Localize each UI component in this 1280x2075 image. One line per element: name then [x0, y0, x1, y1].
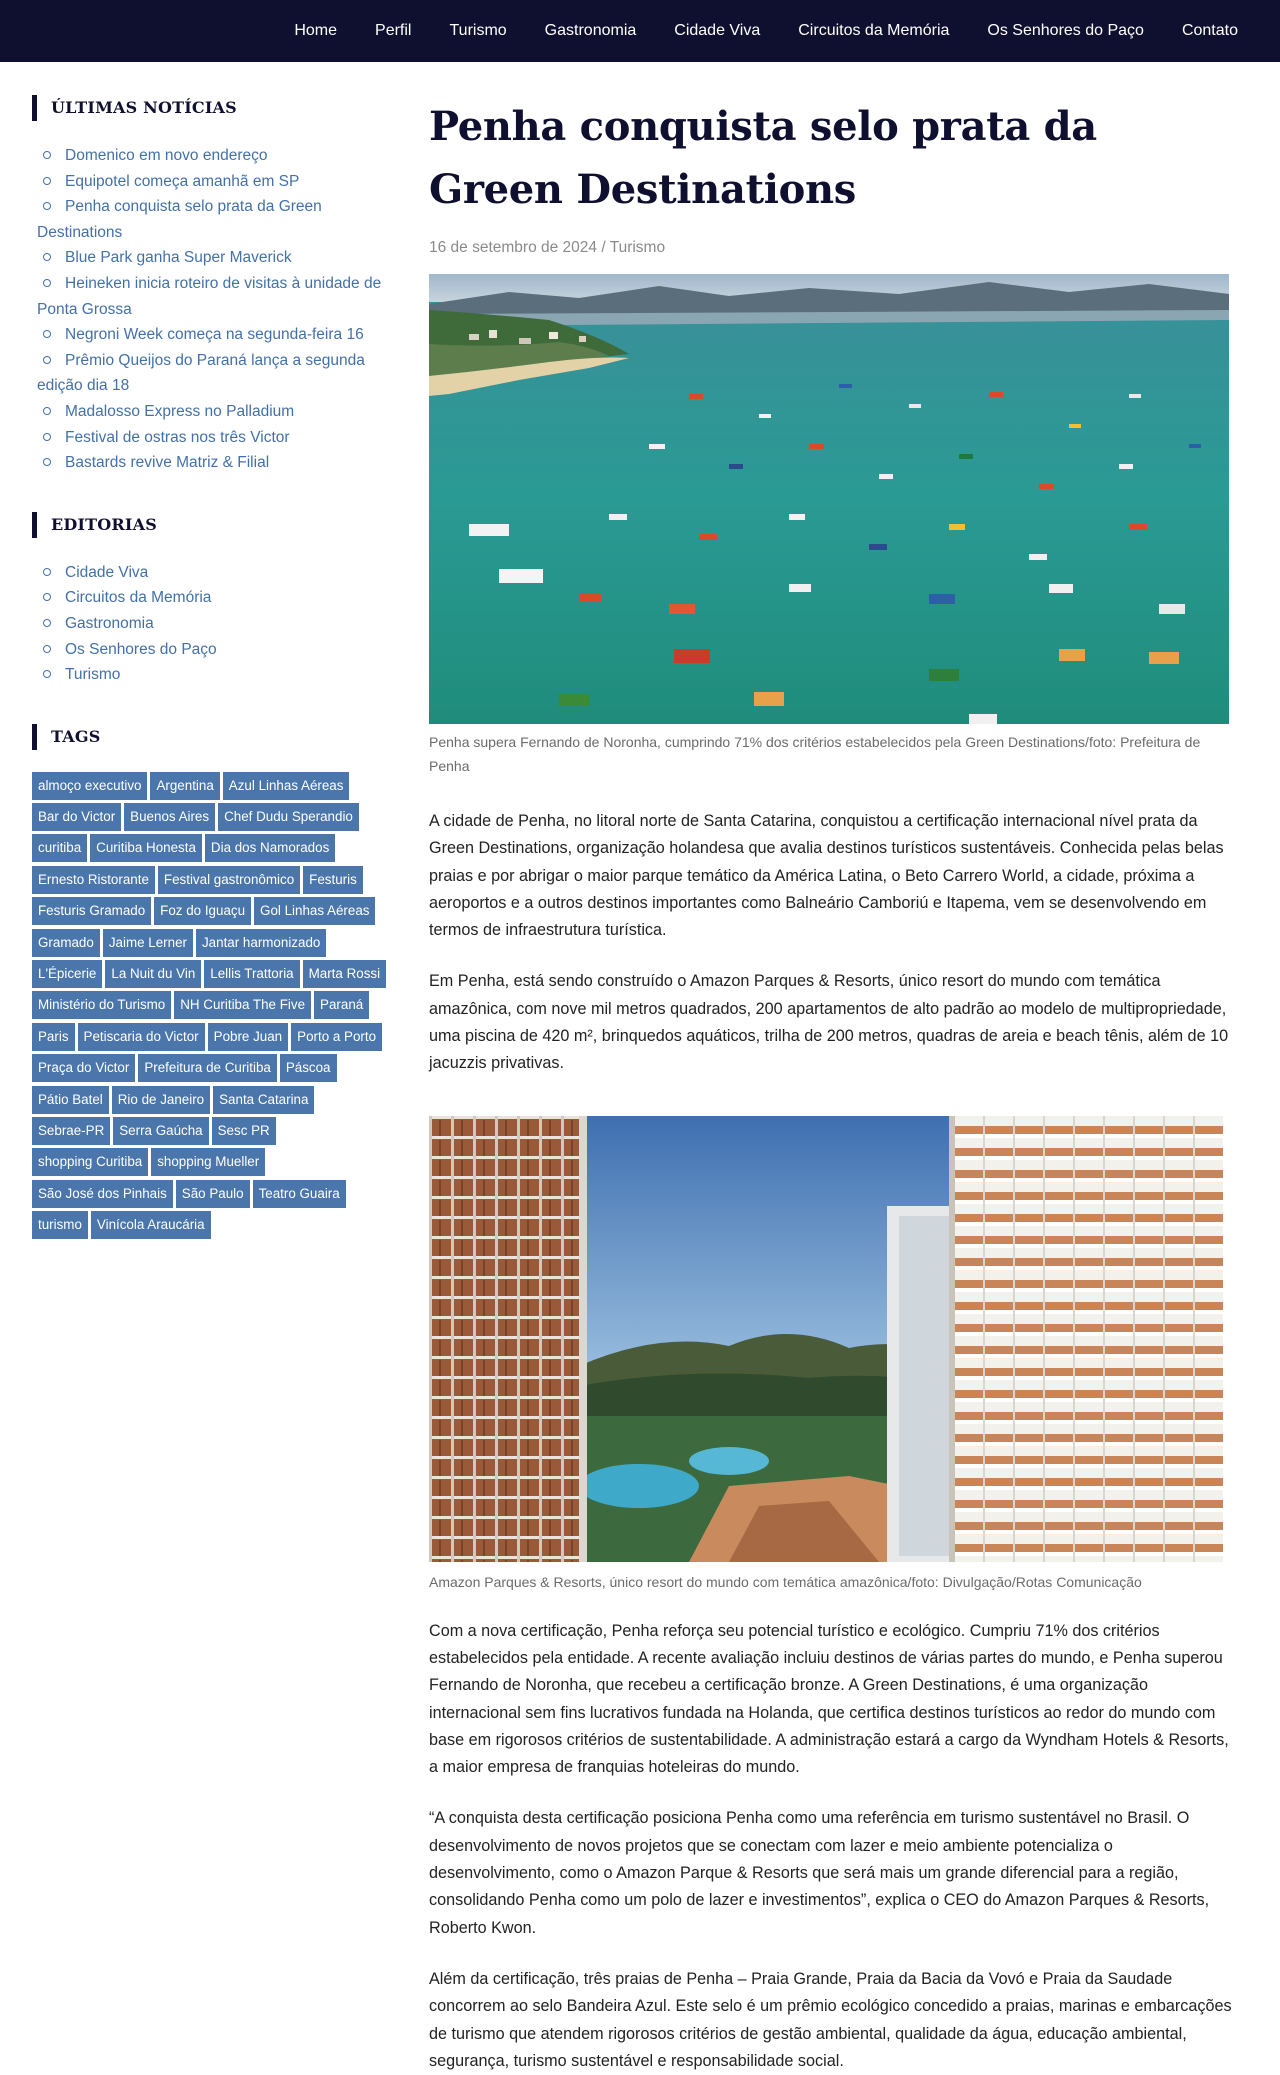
resort-render-illustration: [429, 1116, 1223, 1562]
news-link[interactable]: Penha conquista selo prata da Green Destinations: [37, 198, 322, 241]
nav-perfil[interactable]: Perfil: [375, 22, 412, 39]
top-navigation: [0, 0, 1280, 62]
tag-link[interactable]: Paraná: [314, 991, 369, 1019]
tag-link[interactable]: Jaime Lerner: [103, 929, 193, 957]
tags-widget: [32, 724, 394, 1243]
bullet-icon: [43, 407, 51, 415]
bullet-icon: [43, 670, 51, 678]
tag-link[interactable]: Teatro Guaira: [253, 1180, 346, 1208]
news-link[interactable]: Heineken inicia roteiro de visitas à unidade de Ponta Grossa: [37, 274, 382, 318]
tag-link[interactable]: Vinícola Araucária: [91, 1211, 211, 1239]
nav-home[interactable]: Home: [294, 22, 338, 39]
tag-link[interactable]: Santa Catarina: [213, 1086, 314, 1114]
tag-link[interactable]: Serra Gaúcha: [113, 1117, 208, 1145]
nav-contato[interactable]: Contato: [1181, 22, 1238, 39]
tags-title: TAGS: [32, 724, 394, 750]
bullet-icon: [43, 593, 51, 601]
bullet-icon: [43, 619, 51, 627]
bullet-icon: [43, 279, 51, 287]
tag-link[interactable]: almoço executivo: [32, 772, 147, 800]
editorias-title: EDITORIAS: [32, 512, 394, 538]
bullet-icon: [43, 177, 51, 185]
editoria-link[interactable]: Os Senhores do Paço: [32, 637, 394, 663]
bullet-icon: [43, 356, 51, 364]
article-paragraph-3: Com a nova certificação, Penha reforça seu potencial turístico e ecológico. Cumpriu 71% dos critérios estabelecidos pela entidade. A recente avaliação incluiu destinos de várias partes do mundo, e Penha superou Fernando de Noronha, que recebeu a certificação bronze. A Green Destinations, é uma organização internacional sem fins lucrativos fundada na Holanda, que certifica destinos turísticos ao redor do mundo com base em rigorosos critérios de sustentabilidade. A administração estará a cargo da Wyndham Hotels & Resorts, a maior empresa de franquias hoteleiras do mundo.: [429, 1621, 1229, 1777]
bullet-icon: [43, 433, 51, 441]
tag-link[interactable]: Argentina: [150, 772, 219, 800]
meta-separator: /: [597, 239, 610, 256]
news-link[interactable]: Prêmio Queijos do Paraná lança a segunda edição dia 18: [37, 351, 365, 395]
tag-link[interactable]: Sesc PR: [212, 1117, 276, 1145]
tag-link[interactable]: Páscoa: [280, 1054, 337, 1082]
bullet-icon: [43, 568, 51, 576]
news-link[interactable]: Madalosso Express no Palladium: [32, 399, 394, 425]
tag-link[interactable]: Prefeitura de Curitiba: [138, 1054, 277, 1082]
tag-link[interactable]: shopping Curitiba: [32, 1148, 148, 1176]
tag-cloud: [32, 772, 394, 1243]
bay-photo: [429, 274, 1229, 724]
tag-link[interactable]: Jantar harmonizado: [196, 929, 326, 957]
latest-news-widget: [32, 95, 394, 476]
editoria-link[interactable]: Cidade Viva: [32, 560, 394, 586]
nav-os-senhores-do-paco[interactable]: Os Senhores do Paço: [987, 22, 1144, 39]
bullet-icon: [43, 151, 51, 159]
tag-link[interactable]: Pátio Batel: [32, 1086, 109, 1114]
tag-link[interactable]: L'Épicerie: [32, 960, 102, 988]
editoria-link[interactable]: Circuitos da Memória: [32, 585, 394, 611]
news-link[interactable]: Negroni Week começa na segunda-feira 16: [32, 322, 394, 348]
tag-link[interactable]: Praça do Victor: [32, 1054, 135, 1082]
article-title: Penha conquista selo prata da Green Destinations: [429, 103, 1097, 213]
article-paragraph-4: “A conquista desta certificação posiciona Penha como uma referência em turismo sustentável no Brasil. O desenvolvimento de novos projetos que se conectam com lazer e meio ambiente potencializa o desenvolvimento, como o Amazon Parque & Resorts que será mais um grande diferencial para a região, consolidando Penha como um polo de lazer e investimentos”, explica o CEO do Amazon Parques & Resorts, Roberto Kwon.: [429, 1809, 1210, 1937]
tag-link[interactable]: NH Curitiba The Five: [174, 991, 311, 1019]
sidebar: [32, 95, 394, 1279]
tag-link[interactable]: Chef Dudu Sperandio: [218, 803, 359, 831]
article-meta: [429, 239, 1234, 257]
latest-news-list: [32, 143, 394, 476]
news-link[interactable]: Equipotel começa amanhã em SP: [32, 169, 394, 195]
nav-menu: [256, 0, 1238, 62]
nav-turismo[interactable]: Turismo: [449, 22, 507, 39]
tag-link[interactable]: Rio de Janeiro: [112, 1086, 210, 1114]
bullet-icon: [43, 645, 51, 653]
tag-link[interactable]: Buenos Aires: [124, 803, 215, 831]
editorias-widget: [32, 512, 394, 688]
tag-link[interactable]: São José dos Pinhais: [32, 1180, 173, 1208]
tag-link[interactable]: Gramado: [32, 929, 100, 957]
tag-link[interactable]: Bar do Victor: [32, 803, 121, 831]
bullet-icon: [43, 330, 51, 338]
news-link[interactable]: Blue Park ganha Super Maverick: [32, 245, 394, 271]
nav-cidade-viva[interactable]: Cidade Viva: [674, 22, 761, 39]
tag-link[interactable]: Festuris: [303, 866, 363, 894]
article-paragraph-5: Além da certificação, três praias de Penha – Praia Grande, Praia da Bacia da Vovó e Praia da Saudade concorrem ao selo Bandeira Azul. Este selo é um prêmio ecológico concedido a praias, marinas e embarcações de turismo que atendem rigorosos critérios de gestão ambiental, qualidade da água, educação ambiental, segurança, turismo sustentável e responsabilidade social.: [429, 1969, 1232, 2070]
tag-link[interactable]: Gol Linhas Aéreas: [254, 897, 375, 925]
tag-link[interactable]: Petiscaria do Victor: [78, 1023, 205, 1051]
photo-caption-2: Amazon Parques & Resorts, único resort do mundo com temática amazônica/foto: Divulgação/Rotas Comunicação: [429, 1573, 1142, 1590]
tag-link[interactable]: Marta Rossi: [303, 960, 386, 988]
resort-photo: [429, 1116, 1223, 1562]
editoria-link[interactable]: Gastronomia: [32, 611, 394, 637]
tag-link[interactable]: Curitiba Honesta: [90, 834, 202, 862]
tag-link[interactable]: Dia dos Namorados: [205, 834, 335, 862]
tag-link[interactable]: curitiba: [32, 834, 87, 862]
tag-link[interactable]: São Paulo: [176, 1180, 250, 1208]
tag-link[interactable]: shopping Mueller: [151, 1148, 265, 1176]
tag-link[interactable]: Foz do Iguaçu: [154, 897, 251, 925]
tag-link[interactable]: Azul Linhas Aéreas: [223, 772, 350, 800]
tag-link[interactable]: Ministério do Turismo: [32, 991, 171, 1019]
editoria-link[interactable]: Turismo: [32, 662, 394, 688]
news-link[interactable]: Festival de ostras nos três Victor: [32, 425, 394, 451]
bay-photo-illustration: [429, 274, 1229, 724]
tag-link[interactable]: Sebrae-PR: [32, 1117, 110, 1145]
nav-circuitos-da-memoria[interactable]: Circuitos da Memória: [798, 22, 950, 39]
tag-link[interactable]: Lellis Trattoria: [204, 960, 299, 988]
tag-link[interactable]: Pobre Juan: [208, 1023, 289, 1051]
nav-gastronomia[interactable]: Gastronomia: [544, 22, 637, 39]
latest-news-title: ÚLTIMAS NOTÍCIAS: [32, 95, 394, 121]
tag-link[interactable]: La Nuit du Vin: [105, 960, 201, 988]
article-paragraph-2: Em Penha, está sendo construído o Amazon Parques & Resorts, único resort do mundo com temática amazônica, com nove mil metros quadrados, 200 apartamentos de alto padrão ao modelo de multipropriedade, uma piscina de 420 m², brinquedos aquáticos, trilha de 200 metros, quadras de areia e beach tênis, além de 10 jacuzzis privativas.: [429, 972, 1229, 1073]
article-category[interactable]: Turismo: [609, 239, 666, 256]
article-paragraph-1: A cidade de Penha, no litoral norte de Santa Catarina, conquistou a certificação internacional nível prata da Green Destinations, organização holandesa que avalia destinos turísticos sustentáveis. Conhecida pelas belas praias e por abrigar o maior parque temático da América Latina, o Beto Carrero World, a cidade, próxima a aeroportos e a outros destinos importantes como Balneário Camboriú e Itapema, vem se desenvolvendo em termos de infraestrutura turística.: [429, 812, 1224, 940]
bullet-icon: [43, 202, 51, 210]
tag-link[interactable]: Festuris Gramado: [32, 897, 151, 925]
bullet-icon: [43, 253, 51, 261]
tag-link[interactable]: Paris: [32, 1023, 75, 1051]
tag-link[interactable]: turismo: [32, 1211, 88, 1239]
tag-link[interactable]: Ernesto Ristorante: [32, 866, 155, 894]
tag-link[interactable]: Porto a Porto: [291, 1023, 382, 1051]
photo-caption-1: Penha supera Fernando de Noronha, cumprindo 71% dos critérios estabelecidos pela Green Destinations/foto: Prefeitura de Penha: [429, 734, 1201, 774]
tag-link[interactable]: Festival gastronômico: [158, 866, 300, 894]
article: [429, 95, 1234, 2075]
editorias-list: [32, 560, 394, 688]
article-date[interactable]: 16 de setembro de 2024: [429, 239, 598, 256]
news-link[interactable]: Domenico em novo endereço: [32, 143, 394, 169]
bullet-icon: [43, 458, 51, 466]
news-link[interactable]: Bastards revive Matriz & Filial: [32, 450, 394, 476]
